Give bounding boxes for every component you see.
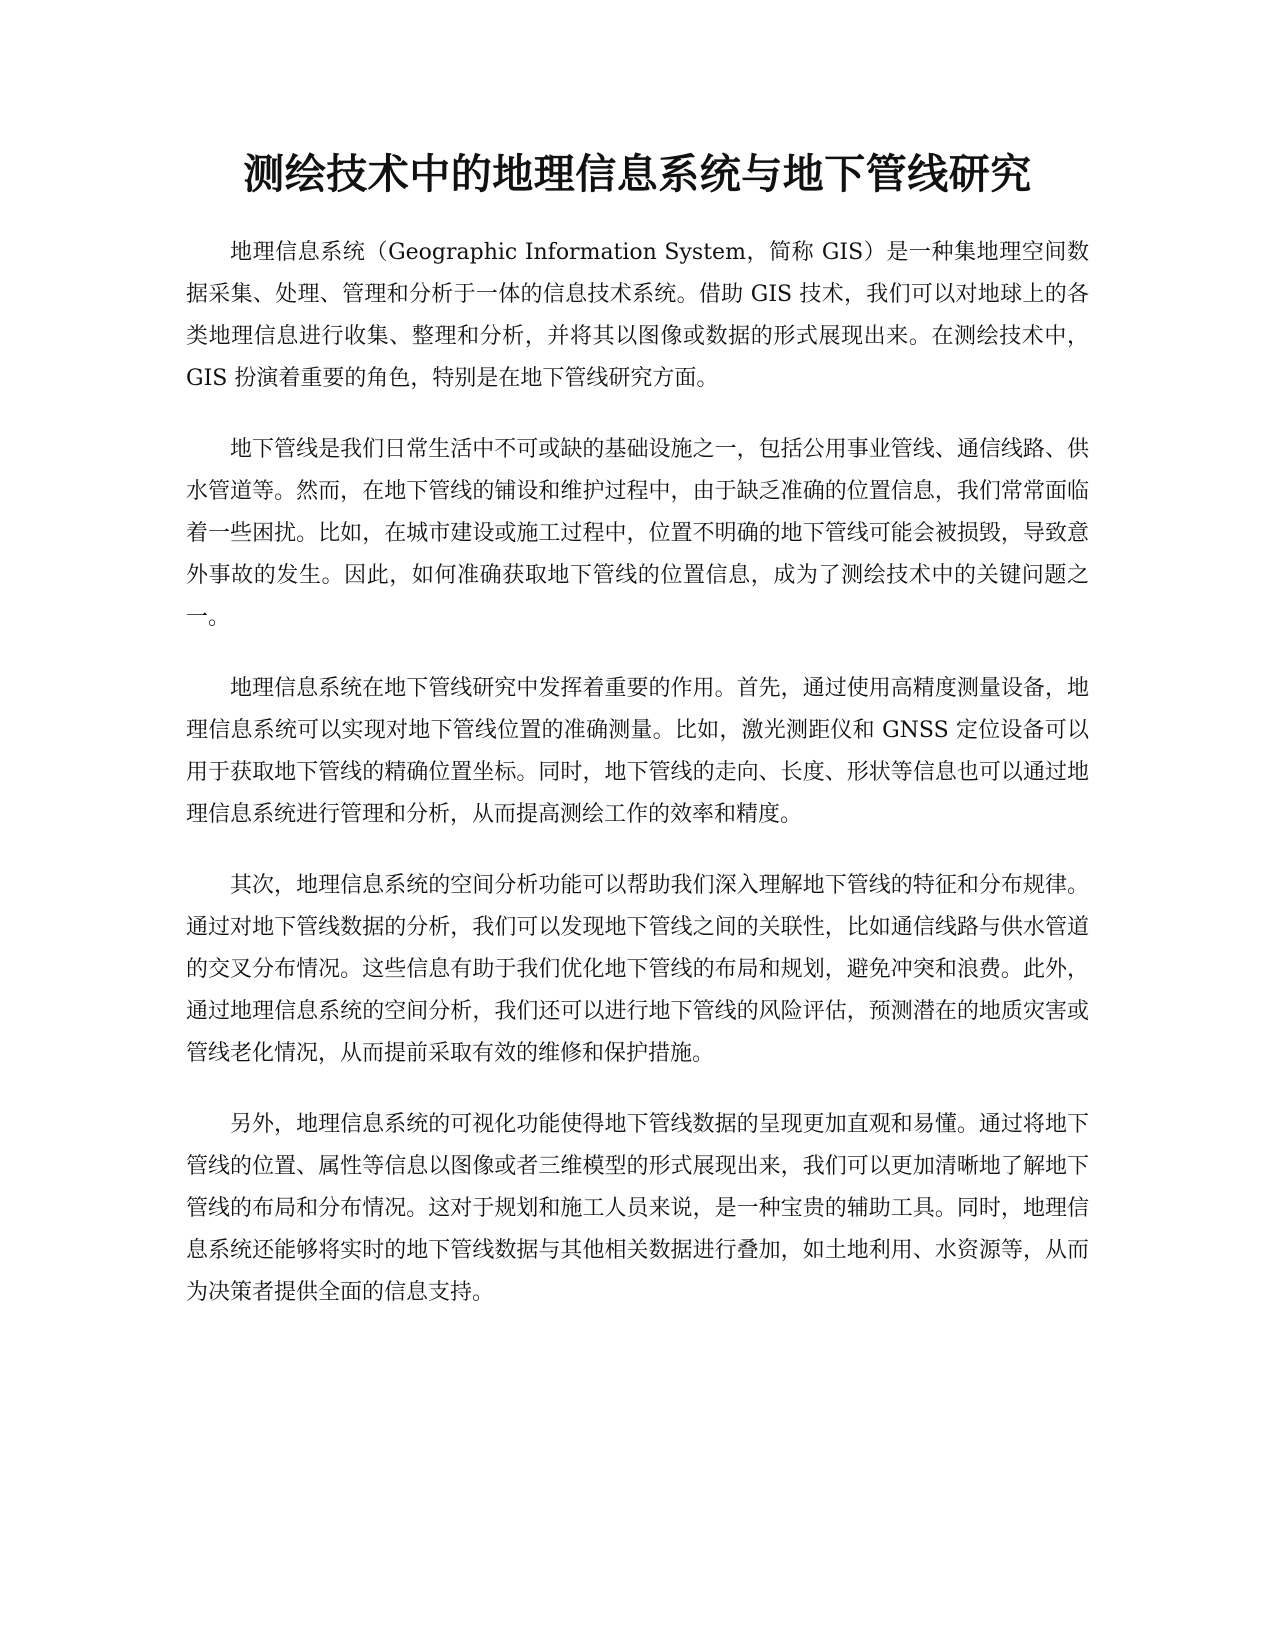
paragraph-gis-intro: 地理信息系统（Geographic Information System，简称 GIS）是一种集地理空间数据采集、处理、管理和分析于一体的信息技术系统。借助 GIS 技术，我们可以对地球上的各类地理信息进行收集、整理和分析，并将其以图像或数据的形式展现出来。在测绘技术中，GIS 扮演着重要的角色，特别是在地下管线研究方面。 xyxy=(186,240,1089,391)
document-title: 测绘技术中的地理信息系统与地下管线研究 xyxy=(243,150,1032,198)
paragraph-underground-pipelines: 地下管线是我们日常生活中不可或缺的基础设施之一，包括公用事业管线、通信线路、供水管道等。然而，在地下管线的铺设和维护过程中，由于缺乏准确的位置信息，我们常常面临着一些困扰。比如，在城市建设或施工过程中，位置不明确的地下管线可能会被损毁，导致意外事故的发生。因此，如何准确获取地下管线的位置信息，成为了测绘技术中的关键问题之一。 xyxy=(186,437,1089,630)
paragraph-spatial-analysis: 其次，地理信息系统的空间分析功能可以帮助我们深入理解地下管线的特征和分布规律。通过对地下管线数据的分析，我们可以发现地下管线之间的关联性，比如通信线路与供水管道的交叉分布情况。这些信息有助于我们优化地下管线的布局和规划，避免冲突和浪费。此外，通过地理信息系统的空间分析，我们还可以进行地下管线的风险评估，预测潜在的地质灾害或管线老化情况，从而提前采取有效的维修和保护措施。 xyxy=(186,873,1089,1066)
paragraph-visualization: 另外，地理信息系统的可视化功能使得地下管线数据的呈现更加直观和易懂。通过将地下管线的位置、属性等信息以图像或者三维模型的形式展现出来，我们可以更加清晰地了解地下管线的布局和分布情况。这对于规划和施工人员来说，是一种宝贵的辅助工具。同时，地理信息系统还能够将实时的地下管线数据与其他相关数据进行叠加，如土地利用、水资源等，从而为决策者提供全面的信息支持。 xyxy=(186,1112,1089,1305)
paragraph-gis-measurement: 地理信息系统在地下管线研究中发挥着重要的作用。首先，通过使用高精度测量设备，地理信息系统可以实现对地下管线位置的准确测量。比如，激光测距仪和 GNSS 定位设备可以用于获取地下管线的精确位置坐标。同时，地下管线的走向、长度、形状等信息也可以通过地理信息系统进行管理和分析，从而提高测绘工作的效率和精度。 xyxy=(186,676,1089,827)
document-body xyxy=(186,232,1089,1343)
